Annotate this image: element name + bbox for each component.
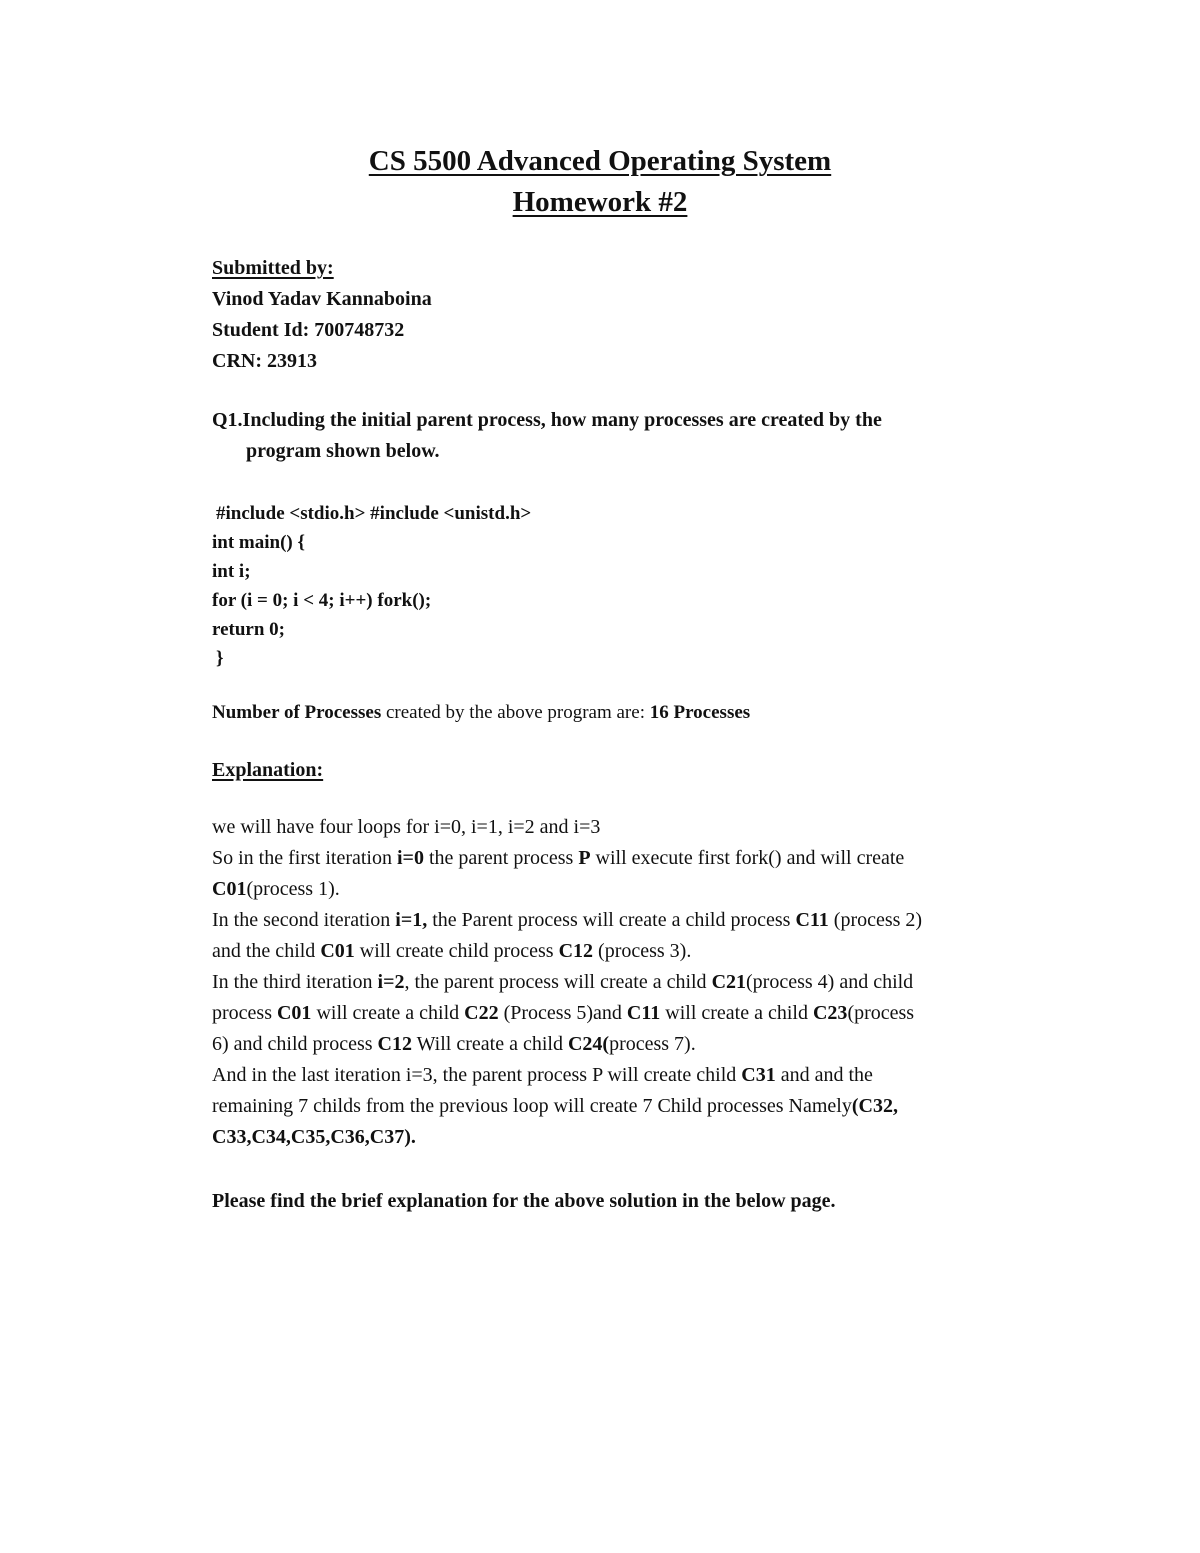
explanation-line	[212, 1029, 696, 1060]
explanation-text-run: the Parent process will create a child process	[427, 909, 796, 931]
explanation-text-run: C01	[212, 878, 247, 900]
question-line-2: program shown below.	[246, 440, 440, 462]
explanation-text-run: and the child	[212, 940, 321, 962]
explanation-text-run: i=1,	[395, 909, 428, 931]
code-line: return 0;	[212, 619, 285, 640]
explanation-text-run: C01	[276, 1002, 312, 1024]
explanation-line	[212, 843, 904, 874]
explanation-text-run: i=0	[396, 847, 424, 869]
explanation-text-run: C12	[377, 1033, 412, 1055]
explanation-heading: Explanation:	[212, 759, 324, 781]
explanation-text-run: And in the last iteration i=3, the parent process P will create child	[212, 1064, 742, 1086]
explanation-text-run: (process 3).	[593, 940, 692, 962]
explanation-text-run: (process	[847, 1002, 915, 1024]
document-title: CS 5500 Advanced Operating System	[368, 145, 832, 177]
explanation-line	[212, 1060, 873, 1091]
explanation-text-run: will create a child	[660, 1002, 813, 1024]
document-subtitle: Homework #2	[512, 186, 688, 218]
explanation-text-run: In the second iteration	[212, 909, 396, 931]
question-line-1: Q1.Including the initial parent process, how many processes are created by the	[212, 409, 882, 431]
explanation-line	[212, 1091, 898, 1122]
explanation-text-run: will execute first fork() and will create	[590, 847, 905, 869]
explanation-text-run: (Process 5)and	[498, 1002, 627, 1024]
explanation-text-run: (process 1).	[246, 878, 340, 900]
explanation-text-run: So in the first iteration	[212, 847, 397, 869]
explanation-text-run: In the third iteration	[212, 971, 378, 993]
explanation-text-run: will create child process	[354, 940, 559, 962]
explanation-text-run: process 7).	[609, 1033, 696, 1055]
explanation-text-run: we will have four loops for i=0, i=1, i=2 and i=3	[212, 816, 601, 838]
explanation-text-run: C33,C34,C35,C36,C37).	[212, 1126, 416, 1148]
code-line: int i;	[212, 561, 251, 582]
explanation-text-run: , the parent process will create a child	[404, 971, 712, 993]
explanation-text-run: C24(	[567, 1033, 610, 1055]
explanation-text-run: C01	[320, 940, 355, 962]
explanation-text-run: remaining 7 childs from the previous loop will create 7 Child processes Namely	[212, 1095, 852, 1117]
explanation-line	[212, 1122, 416, 1153]
student-name: Vinod Yadav Kannaboina	[212, 288, 432, 310]
code-line: for (i = 0; i < 4; i++) fork();	[212, 590, 432, 611]
explanation-line	[212, 967, 913, 998]
explanation-text-run: C11	[626, 1002, 661, 1024]
explanation-text-run: and and the	[775, 1064, 873, 1086]
explanation-text-run: the parent process	[423, 847, 579, 869]
explanation-text-run: Will create a child	[411, 1033, 568, 1055]
explanation-line	[212, 874, 340, 905]
explanation-text-run: will create a child	[311, 1002, 465, 1024]
explanation-text-run: (process 4) and child	[746, 971, 914, 993]
code-line: int main() {	[212, 532, 305, 553]
explanation-text-run: i=2	[377, 971, 405, 993]
explanation-text-run: P	[578, 847, 591, 869]
explanation-text-run: C23	[812, 1002, 848, 1024]
explanation-text-run: 6) and child process	[212, 1033, 378, 1055]
code-line: #include <stdio.h> #include <unistd.h>	[216, 503, 532, 524]
explanation-line	[212, 905, 922, 936]
answer-text: created by the above program are:	[381, 702, 650, 723]
answer-label: Number of Processes	[212, 702, 382, 723]
explanation-text-run: (process 2)	[828, 909, 923, 931]
submitted-by-label: Submitted by:	[212, 257, 334, 279]
crn: CRN: 23913	[212, 350, 317, 372]
explanation-text-run: C12	[558, 940, 594, 962]
explanation-text-run: C31	[741, 1064, 776, 1086]
explanation-text-run: (C32,	[851, 1095, 898, 1117]
code-line: }	[216, 648, 224, 669]
explanation-line	[212, 936, 691, 967]
student-id: Student Id: 700748732	[212, 319, 405, 341]
explanation-line	[212, 812, 600, 843]
explanation-text-run: C11	[795, 909, 829, 931]
answer-line	[212, 697, 750, 728]
answer-value: 16 Processes	[649, 702, 751, 723]
explanation-line	[212, 998, 914, 1029]
explanation-text-run: C21	[711, 971, 747, 993]
explanation-text-run: process	[212, 1002, 277, 1024]
closing-note: Please find the brief explanation for the above solution in the below page.	[212, 1190, 836, 1212]
explanation-text-run: C22	[464, 1002, 499, 1024]
